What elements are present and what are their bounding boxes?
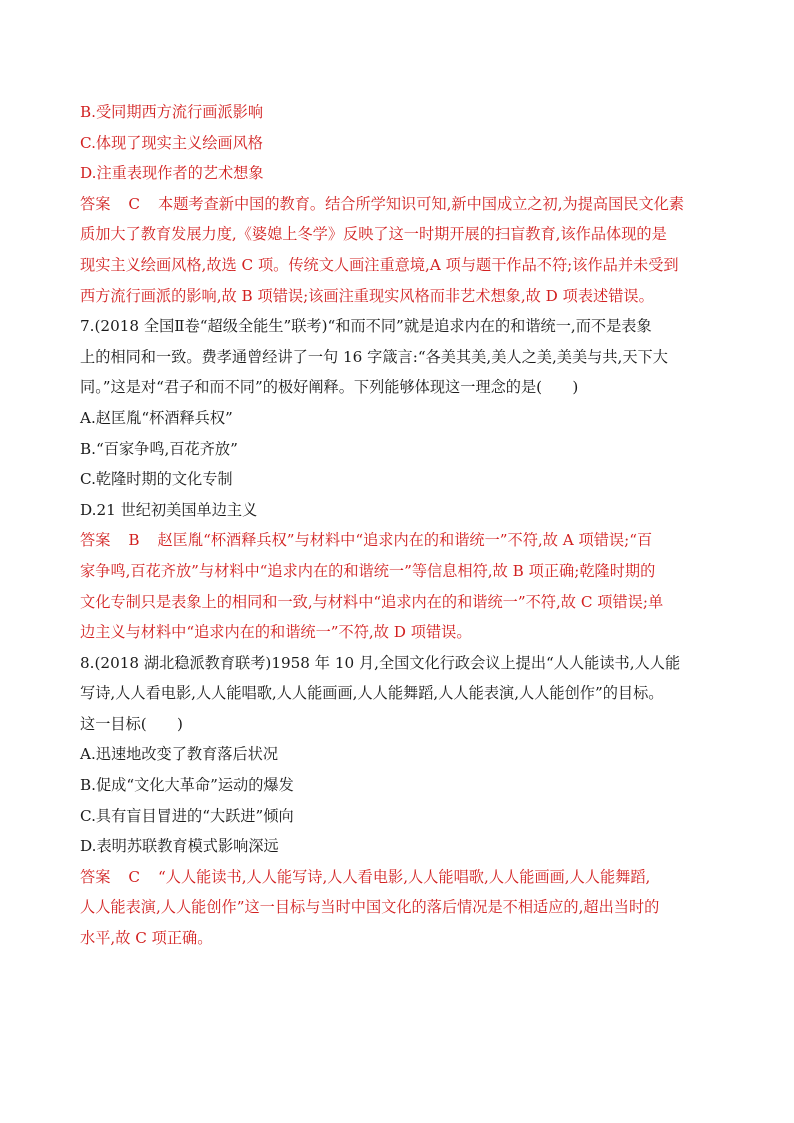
question-7 xyxy=(80,311,726,648)
option-d: D.注重表现作者的艺术想象 xyxy=(80,164,264,183)
answer-choice: B xyxy=(128,531,140,550)
question-8 xyxy=(80,648,726,954)
answer-choice: C xyxy=(128,194,140,213)
option-b: B.促成“文化大革命”运动的爆发 xyxy=(80,776,294,795)
answer-label: 答案 xyxy=(80,867,111,886)
question-stem: 写诗,人人看电影,人人能唱歌,人人能画画,人人能舞蹈,人人能表演,人人能创作”的目标。 xyxy=(80,684,664,703)
option-c: C.乾隆时期的文化专制 xyxy=(80,470,233,489)
answer-line xyxy=(80,189,726,220)
question-stem: 同。”这是对“君子和而不同”的极好阐释。下列能够体现这一理念的是( ) xyxy=(80,378,579,397)
explanation-text: “人人能读书,人人能写诗,人人看电影,人人能唱歌,人人能画画,人人能舞蹈, xyxy=(158,867,651,886)
answer-label: 答案 xyxy=(80,194,111,213)
answer-line xyxy=(80,862,726,893)
answer-label: 答案 xyxy=(80,531,111,550)
option-a: A.迅速地改变了教育落后状况 xyxy=(80,745,279,764)
explanation-text: 赵匡胤“杯酒释兵权”与材料中“追求内在的和谐统一”不符,故 A 项错误;“百 xyxy=(157,531,653,550)
answer-choice: C xyxy=(128,867,140,886)
option-b: B.受同期西方流行画派影响 xyxy=(80,103,264,121)
prev-question xyxy=(80,97,726,311)
document-page xyxy=(80,97,726,954)
explanation-line: 文化专制只是表象上的相同和一致,与材料中“追求内在的和谐统一”不符,故 C 项错误;单 xyxy=(80,592,664,611)
explanation-line: 边主义与材料中“追求内在的和谐统一”不符,故 D 项错误。 xyxy=(80,623,472,642)
option-d: D.21 世纪初美国单边主义 xyxy=(80,500,258,519)
explanation-line: 现实主义绘画风格,故选 C 项。传统文人画注重意境,A 项与题干作品不符;该作品并未受到 xyxy=(80,255,679,274)
option-c: C.具有盲目冒进的“大跃进”倾向 xyxy=(80,806,294,825)
explanation-line: 人人能表演,人人能创作”这一目标与当时中国文化的落后情况是不相适应的,超出当时的 xyxy=(80,898,660,917)
question-stem: 这一目标( ) xyxy=(80,714,183,733)
option-b: B.“百家争鸣,百花齐放” xyxy=(80,439,238,458)
explanation-line: 水平,故 C 项正确。 xyxy=(80,929,213,948)
explanation-line: 家争鸣,百花齐放”与材料中“追求内在的和谐统一”等信息相符,故 B 项正确;乾隆时期的 xyxy=(80,561,656,580)
answer-line xyxy=(80,525,726,556)
question-stem: 8.(2018 湖北稳派教育联考)1958 年 10 月,全国文化行政会议上提出“人人能读书,人人能 xyxy=(80,653,681,672)
question-stem: 7.(2018 全国Ⅱ卷“超级全能生”联考)“和而不同”就是追求内在的和谐统一,而不是表象 xyxy=(80,317,652,336)
question-stem: 上的相同和一致。费孝通曾经讲了一句 16 字箴言:“各美其美,美人之美,美美与共,天下大 xyxy=(80,347,668,366)
explanation-line: 西方流行画派的影响,故 B 项错误;该画注重现实风格而非艺术想象,故 D 项表述错误。 xyxy=(80,286,654,305)
option-c: C.体现了现实主义绘画风格 xyxy=(80,133,263,152)
option-a: A.赵匡胤“杯酒释兵权” xyxy=(80,408,233,427)
explanation-line: 质加大了教育发展力度,《婆媳上冬学》反映了这一时期开展的扫盲教育,该作品体现的是 xyxy=(80,225,667,244)
option-d: D.表明苏联教育模式影响深远 xyxy=(80,837,279,856)
explanation-text: 本题考查新中国的教育。结合所学知识可知,新中国成立之初,为提高国民文化素 xyxy=(158,194,685,213)
